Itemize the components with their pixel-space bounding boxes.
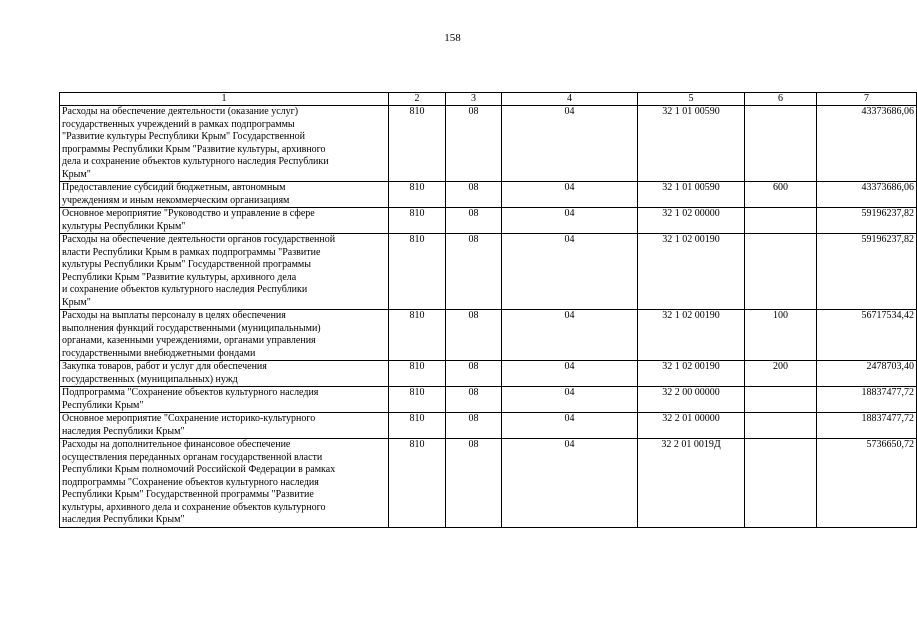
row-target-article: 32 2 01 0019Д — [638, 439, 745, 528]
description-line: Республики Крым" Государственной программы "Развитие — [62, 489, 314, 500]
row-subsection: 04 — [502, 106, 638, 182]
row-amount: 59196237,82 — [817, 234, 917, 310]
description-line: подпрограммы "Сохранение объектов культурного наследия — [62, 476, 319, 488]
header-col-3: 3 — [446, 93, 502, 106]
row-amount: 2478703,40 — [817, 361, 917, 387]
table-row — [60, 439, 917, 528]
row-code-810: 810 — [389, 182, 446, 208]
description-line: Расходы на обеспечение деятельности (оказание услуг) — [62, 106, 299, 117]
header-col-7: 7 — [817, 93, 917, 106]
row-description — [60, 387, 389, 413]
row-subsection: 04 — [502, 413, 638, 439]
header-col-6: 6 — [745, 93, 817, 106]
description-line: осуществления переданных органам государственной власти — [62, 451, 323, 463]
row-code-810: 810 — [389, 106, 446, 182]
header-col-5: 5 — [638, 93, 745, 106]
description-line: учреждениям и иным некоммерческим организациям — [62, 194, 290, 206]
header-col-4: 4 — [502, 93, 638, 106]
row-section: 08 — [446, 387, 502, 413]
row-expense-type: 200 — [745, 361, 817, 387]
row-section: 08 — [446, 106, 502, 182]
row-target-article: 32 2 01 00000 — [638, 413, 745, 439]
row-target-article: 32 1 02 00190 — [638, 361, 745, 387]
row-amount: 43373686,06 — [817, 106, 917, 182]
description-line: Крым" — [62, 296, 91, 308]
row-description — [60, 413, 389, 439]
description-line: органами, казенными учреждениями, органами управления — [62, 335, 316, 346]
row-subsection: 04 — [502, 234, 638, 310]
table-row — [60, 106, 917, 182]
row-target-article: 32 1 02 00000 — [638, 208, 745, 234]
description-line: Предоставление субсидий бюджетным, автономным — [62, 182, 286, 193]
description-line: Расходы на обеспечение деятельности органов государственной — [62, 234, 336, 245]
table-row — [60, 234, 917, 310]
description-line: и сохранение объектов культурного наследия Республики — [62, 284, 308, 295]
row-expense-type — [745, 106, 817, 182]
row-section: 08 — [446, 439, 502, 528]
row-subsection: 04 — [502, 387, 638, 413]
row-description — [60, 439, 389, 528]
row-expense-type — [745, 439, 817, 528]
header-row — [60, 93, 917, 106]
row-subsection: 04 — [502, 439, 638, 528]
row-code-810: 810 — [389, 361, 446, 387]
row-section: 08 — [446, 413, 502, 439]
budget-table — [59, 92, 917, 528]
description-line: Расходы на дополнительное финансовое обеспечение — [62, 439, 291, 450]
description-line: Республики Крым" — [62, 399, 144, 411]
row-expense-type: 600 — [745, 182, 817, 208]
table-row — [60, 413, 917, 439]
description-line: власти Республики Крым в рамках подпрограммы "Развитие — [62, 246, 321, 258]
row-amount: 18837477,72 — [817, 413, 917, 439]
description-line: выполнения функций государственными (муниципальными) — [62, 322, 321, 334]
row-target-article: 32 2 00 00000 — [638, 387, 745, 413]
description-line: дела и сохранение объектов культурного наследия Республики — [62, 156, 329, 167]
row-amount: 5736650,72 — [817, 439, 917, 528]
row-expense-type: 100 — [745, 310, 817, 361]
description-line: культуры Республики Крым" — [62, 220, 186, 232]
row-subsection: 04 — [502, 310, 638, 361]
table-row — [60, 182, 917, 208]
row-description — [60, 361, 389, 387]
row-code-810: 810 — [389, 439, 446, 528]
row-description — [60, 208, 389, 234]
row-code-810: 810 — [389, 310, 446, 361]
row-description — [60, 106, 389, 182]
description-line: Расходы на выплаты персоналу в целях обеспечения — [62, 310, 286, 321]
row-description — [60, 182, 389, 208]
row-section: 08 — [446, 208, 502, 234]
row-code-810: 810 — [389, 413, 446, 439]
description-line: Республики Крым "Развитие культуры, архивного дела — [62, 271, 297, 283]
description-line: Крым" — [62, 168, 91, 180]
row-description — [60, 234, 389, 310]
row-amount: 59196237,82 — [817, 208, 917, 234]
row-section: 08 — [446, 310, 502, 361]
row-subsection: 04 — [502, 182, 638, 208]
row-target-article: 32 1 02 00190 — [638, 310, 745, 361]
row-target-article: 32 1 01 00590 — [638, 106, 745, 182]
row-expense-type — [745, 234, 817, 310]
table-row — [60, 387, 917, 413]
row-code-810: 810 — [389, 208, 446, 234]
description-line: Республики Крым полномочий Российской Федерации в рамках — [62, 464, 336, 475]
row-amount: 18837477,72 — [817, 387, 917, 413]
table-row — [60, 208, 917, 234]
description-line: Основное мероприятие "Руководство и управление в сфере — [62, 208, 315, 219]
table-row — [60, 361, 917, 387]
description-line: "Развитие культуры Республики Крым" Государственной — [62, 131, 305, 142]
description-line: культуры, архивного дела и сохранение объектов культурного — [62, 501, 326, 513]
table-row — [60, 310, 917, 361]
description-line: Закупка товаров, работ и услуг для обеспечения — [62, 361, 267, 372]
header-col-1: 1 — [60, 93, 389, 106]
row-expense-type — [745, 413, 817, 439]
page-number: 158 — [444, 32, 461, 44]
row-code-810: 810 — [389, 234, 446, 310]
row-target-article: 32 1 01 00590 — [638, 182, 745, 208]
row-description — [60, 310, 389, 361]
header-col-2: 2 — [389, 93, 446, 106]
description-line: государственных учреждений в рамках подпрограммы — [62, 118, 295, 130]
row-target-article: 32 1 02 00190 — [638, 234, 745, 310]
row-amount: 56717534,42 — [817, 310, 917, 361]
description-line: Основное мероприятие "Сохранение историко-культурного — [62, 413, 316, 424]
description-line: культуры Республики Крым" Государственной программы — [62, 259, 311, 270]
row-expense-type — [745, 208, 817, 234]
description-line: государственных (муниципальных) нужд — [62, 373, 238, 385]
row-amount: 43373686,06 — [817, 182, 917, 208]
description-line: наследия Республики Крым" — [62, 514, 185, 525]
row-section: 08 — [446, 361, 502, 387]
description-line: государственными внебюджетными фондами — [62, 347, 256, 359]
row-expense-type — [745, 387, 817, 413]
description-line: программы Республики Крым "Развитие культуры, архивного — [62, 143, 326, 155]
row-code-810: 810 — [389, 387, 446, 413]
description-line: наследия Республики Крым" — [62, 425, 185, 437]
row-subsection: 04 — [502, 208, 638, 234]
row-subsection: 04 — [502, 361, 638, 387]
row-section: 08 — [446, 182, 502, 208]
row-section: 08 — [446, 234, 502, 310]
description-line: Подпрограмма "Сохранение объектов культурного наследия — [62, 387, 319, 398]
